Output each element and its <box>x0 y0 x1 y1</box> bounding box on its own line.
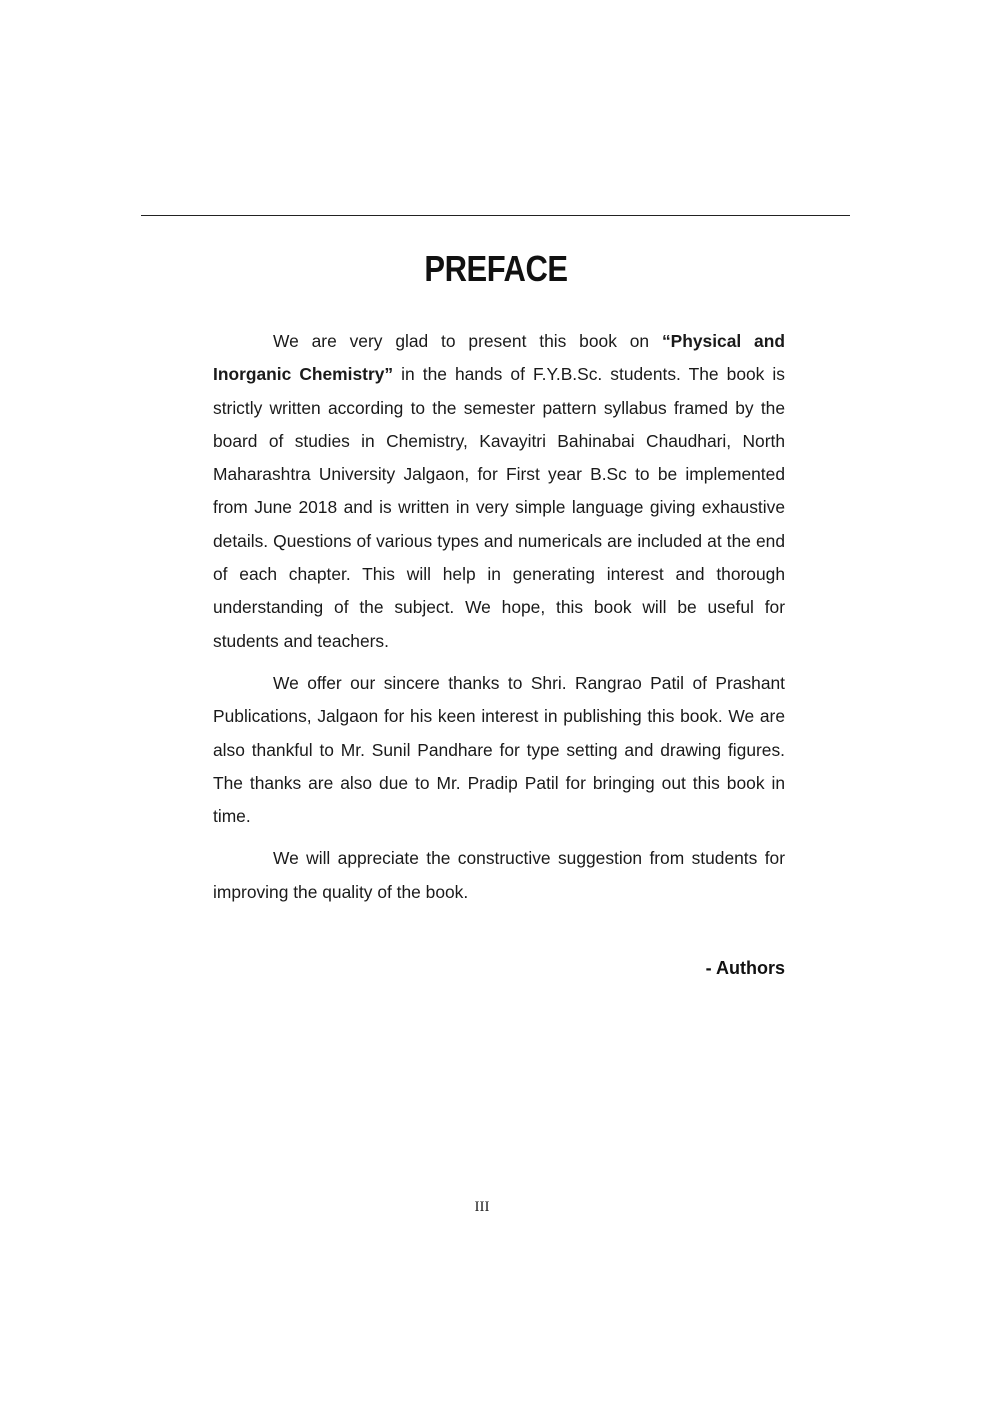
page-number: III <box>474 1199 490 1215</box>
preface-body <box>213 325 785 909</box>
paragraph-intro <box>213 325 785 658</box>
paragraph-intro-text-end: in the hands of F.Y.B.Sc. students. The book is strictly written according to the semester pattern syllabus framed by the board of studies in Chemistry, Kavayitri Bahinabai Chaudhari, North Maharashtra University Jalgaon, for First year B.Sc to be implemented from June 2018 and is written in very simple language giving exhaustive details. Questions of various types and numericals are included at the end of each chapter. This will help in generating interest and thorough understanding of the subject. We hope, this book will be useful for students and teachers. <box>213 364 785 651</box>
book-title: “Physical and Inorganic Chemistry” <box>213 331 785 385</box>
paragraph-acknowledgements: We offer our sincere thanks to Shri. Rangrao Patil of Prashant Publications, Jalgaon for his keen interest in publishing this book. We are also thankful to Mr. Sunil Pandhare for type setting and drawing figures. The thanks are also due to Mr. Pradip Patil for bringing out this book in time. <box>213 672 785 827</box>
paragraph-intro-text-start: We are very glad to present this book on <box>273 331 662 351</box>
authors-signature: - Authors <box>705 958 785 978</box>
page-title: PREFACE <box>424 248 568 289</box>
top-rule <box>141 215 850 216</box>
paragraph-closing: We will appreciate the constructive suggestion from students for improving the quality of the book. <box>213 848 785 902</box>
